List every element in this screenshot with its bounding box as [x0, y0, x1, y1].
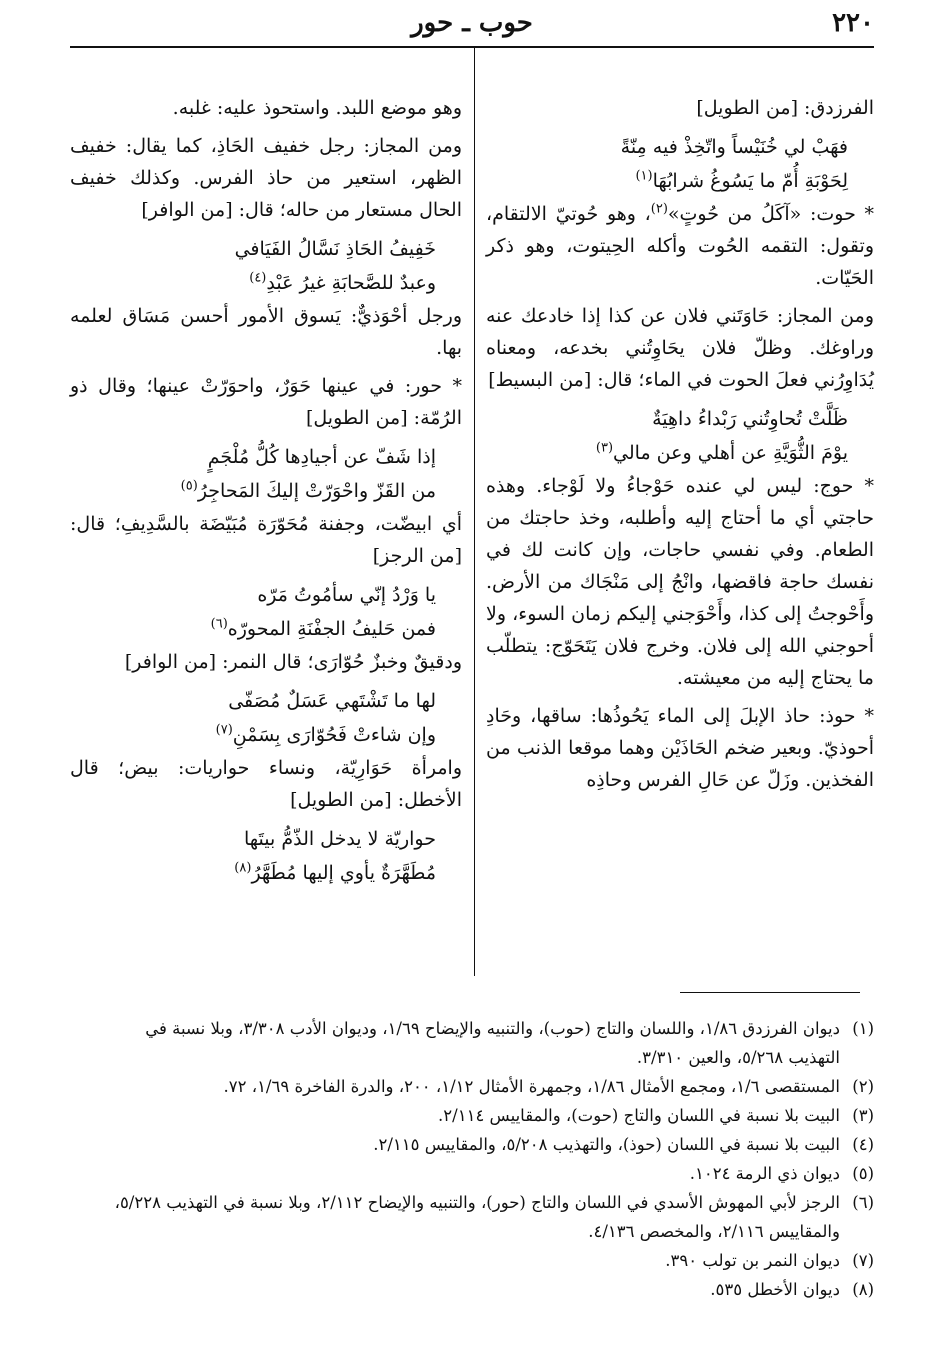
footnote-text: البيت بلا نسبة في اللسان (حوذ)، والتهذيب ٥/٢٠٨، والمقاييس ٢/١١٥. — [373, 1135, 840, 1154]
right-column — [486, 92, 874, 802]
verse-text: وعبدٌ للصَّحابَةِ غيرُ عَبْدِ — [266, 272, 436, 294]
footnote-text: والمقاييس ٢/١١٦، والمخصص ٤/١٣٦. — [588, 1222, 840, 1241]
footnote-marker: (٢) — [650, 201, 668, 217]
verse-text: مُطَهَّرَةٌ يأوي إليها مُطَهَّرُ — [251, 862, 436, 884]
verse — [70, 684, 462, 752]
verse-text: وإن شاءتْ فَحُوّارَى بِسَمْنِ — [232, 724, 436, 746]
footnote-rule — [680, 992, 860, 993]
paragraph: * حوذ: حاذ الإبلَ إلى الماء يَحُوذُها: ساقها، وحَادِ أحوذيّ. وبعير ضخم الحَاذَيْن وهما موقعا الذنب من الفخذين. وزَلّ عن حَالِ الفرس وحاذِه — [486, 705, 874, 791]
footnote-number: (٤) — [852, 1135, 874, 1154]
footnote-number: (٦) — [852, 1193, 874, 1212]
paragraph: ومن المجاز: رجل خفيف الحَاذِ، كما يقال: خفيف الظهر، استعير من حاذ الفرس. وكذلك خفيف الحال مستعار من حاله؛ قال: [من الوافر] — [70, 135, 462, 221]
entry-text: ، وهو حُوتيّ الالتقام، وتقول: التقمه الحُوت وأكله الحِيتوت، وهو ذكر الحَيّات. — [486, 203, 874, 289]
verse-line: لها ما تَشْتَهي عَسَلٌ مُصَفّى — [228, 690, 436, 712]
footnote-marker: (٨) — [234, 860, 252, 876]
verse-text: فمن حَليفُ الجفْنَةِ المحورّه — [227, 618, 436, 640]
footnote-text: البيت بلا نسبة في اللسان والتاج (حوت)، والمقاييس ٢/١١٤. — [438, 1106, 840, 1125]
footnote-text: الرجز لأبي المهوش الأسدي في اللسان والتاج (حور)، والتنبيه والإيضاح ٢/١١٢، وبلا نسبة في التهذيب ٥/٢٢٨، — [114, 1193, 840, 1212]
footnote-marker: (٧) — [215, 722, 233, 738]
paragraph: ورجل أحْوَذيٌّ: يَسوق الأمور أحسن مَسَاق لعلمه بها. — [70, 305, 462, 359]
footnote — [70, 1246, 874, 1275]
verse-line — [496, 436, 848, 470]
footnote-text: التهذيب ٥/٢٦٨، والعين ٣/٣١٠. — [636, 1048, 840, 1067]
left-column — [70, 92, 462, 890]
footnote-marker: (٣) — [595, 440, 614, 456]
verse-line — [80, 612, 436, 646]
paragraph: أي ابيضّت، وجفنة مُحَوّرَة مُبَيّضَة بالسَّدِيفِ؛ قال: [من الرجز] — [70, 513, 462, 567]
footnote-text: ديوان ذي الرمة ١٠٢٤. — [689, 1164, 840, 1183]
footnote-marker: (٤) — [249, 270, 267, 286]
page-number: ٢٢٠ — [832, 8, 874, 38]
verse-line: حواريّة لا يدخل الذّمُّ بيتَها — [244, 828, 436, 850]
verse-line — [496, 164, 848, 198]
footnote — [70, 1188, 874, 1246]
footnote-number: (١) — [852, 1019, 874, 1038]
footnotes — [70, 1014, 874, 1304]
footnote-text: ديوان الأخطل ٥٣٥. — [710, 1280, 840, 1299]
footnote-number: (٨) — [852, 1280, 874, 1299]
verse-text: من القَزّ واحْوَرّتْ إليكَ المَحاجِرُ — [197, 480, 436, 502]
footnote-text: ديوان النمر بن تولب ٣٩٠. — [665, 1251, 840, 1270]
verse-line — [80, 266, 436, 300]
column-divider — [474, 48, 475, 976]
verse — [70, 232, 462, 300]
paragraph: ودقيقٌ وخبزٌ حُوّارَى؛ قال النمر: [من الوافر] — [124, 651, 462, 673]
footnote-text: المستقصى ١/٦، ومجمع الأمثال ١/٨٦، وجمهرة الأمثال ١/١٢، ٢٠٠، والدرة الفاخرة ١/٦٩، ٧٢. — [223, 1077, 840, 1096]
paragraph: * حور: في عينها حَوَرٌ، واحوَرّتْ عينها؛ وقال ذو الرُمّة: [من الطويل] — [70, 375, 462, 429]
footnote-number: (٢) — [852, 1077, 874, 1096]
footnote-marker: (٥) — [180, 478, 198, 494]
verse-line — [80, 718, 436, 752]
verse — [70, 440, 462, 508]
verse-text: يوْمَ الثُّوَيَّةِ عن أهلي وعن مالي — [613, 442, 848, 464]
footnote — [70, 1014, 874, 1072]
verse-line: إذا شَفّ عن أجيادِها كُلُّ مُلْجَمٍ — [207, 446, 436, 468]
footnote-marker: (٦) — [210, 616, 228, 632]
footnote — [70, 1072, 874, 1101]
verse — [486, 402, 874, 470]
page-header — [70, 6, 874, 40]
verse-line — [80, 856, 436, 890]
footnote — [70, 1275, 874, 1304]
paragraph — [486, 198, 874, 294]
paragraph: الفرزدق: [من الطويل] — [696, 97, 874, 119]
footnote-number: (٧) — [852, 1251, 874, 1270]
verse — [486, 130, 874, 198]
paragraph: وهو موضع اللبد. واستحوذ عليه: غلبه. — [172, 97, 462, 119]
verse-line: يا وَرْدُ إنّي سأمُوتُ مَرّه — [257, 584, 436, 606]
running-title: حوب ـ حور — [411, 8, 533, 38]
verse — [70, 578, 462, 646]
verse — [70, 822, 462, 890]
footnote-number: (٥) — [852, 1164, 874, 1183]
verse-line: فهَبْ لي خُنَيْساً واتّخِذْ فيه مِنّةً — [620, 136, 848, 158]
footnote — [70, 1159, 874, 1188]
verse-text: لِحَوْبَةِ أُمّ ما يَسُوغُ شرابُهَا — [652, 170, 848, 192]
footnote-text: ديوان الفرزدق ١/٨٦، واللسان والتاج (حوب)، والتنبيه والإيضاح ١/٦٩، وديوان الأدب ٣/٣٠٨، وبلا نسبة في — [145, 1019, 840, 1038]
verse-line — [80, 474, 436, 508]
paragraph: وامرأة حَوَارِيّة، ونساء حواريات: بيض؛ قال الأخطل: [من الطويل] — [70, 757, 462, 811]
entry-text: * حوت: «آكَلُ من حُوتٍ» — [667, 203, 874, 225]
footnote-marker: (١) — [635, 168, 653, 184]
paragraph: ومن المجاز: حَاوَتَني فلان عن كذا إذا خادعك عنه وراوغك. وظلّ فلان يحَاوِتُني بخدعه، ومعناه يُدَاوِرُني فعلَ الحوت في الماء؛ قال: [من البسيط] — [486, 305, 874, 391]
footnote — [70, 1130, 874, 1159]
header-rule — [70, 46, 874, 48]
paragraph: * حوج: ليس لي عنده حَوْجاءُ ولا لَوْجاء. وهذه حاجتي أي ما أحتاج إليه وأطلبه، وخذ حاجتك من الطعام. وفي نفسي حاجات، وإن كانت لك في نفسك حاجة فاقضها، وانْجُ إلى مَنْجَاك من الأرض. وأَحْوجتُ إلى كذا، وأَحْوَجني إليكم زمان السوء، ولا أحوجني الله إلى فلان. وخرج فلان يَتَحَوّج: يتطلّب ما يحتاج إليه من معيشته. — [486, 475, 874, 689]
footnote-number: (٣) — [852, 1106, 874, 1125]
verse-line: خَفِيفُ الحَاذِ نَسَّالُ الفَيَافي — [234, 238, 436, 260]
verse-line: ظَلَّتْ تُحاوِتُني رَبْداءُ داهِيَةٌ — [652, 408, 848, 430]
footnote — [70, 1101, 874, 1130]
